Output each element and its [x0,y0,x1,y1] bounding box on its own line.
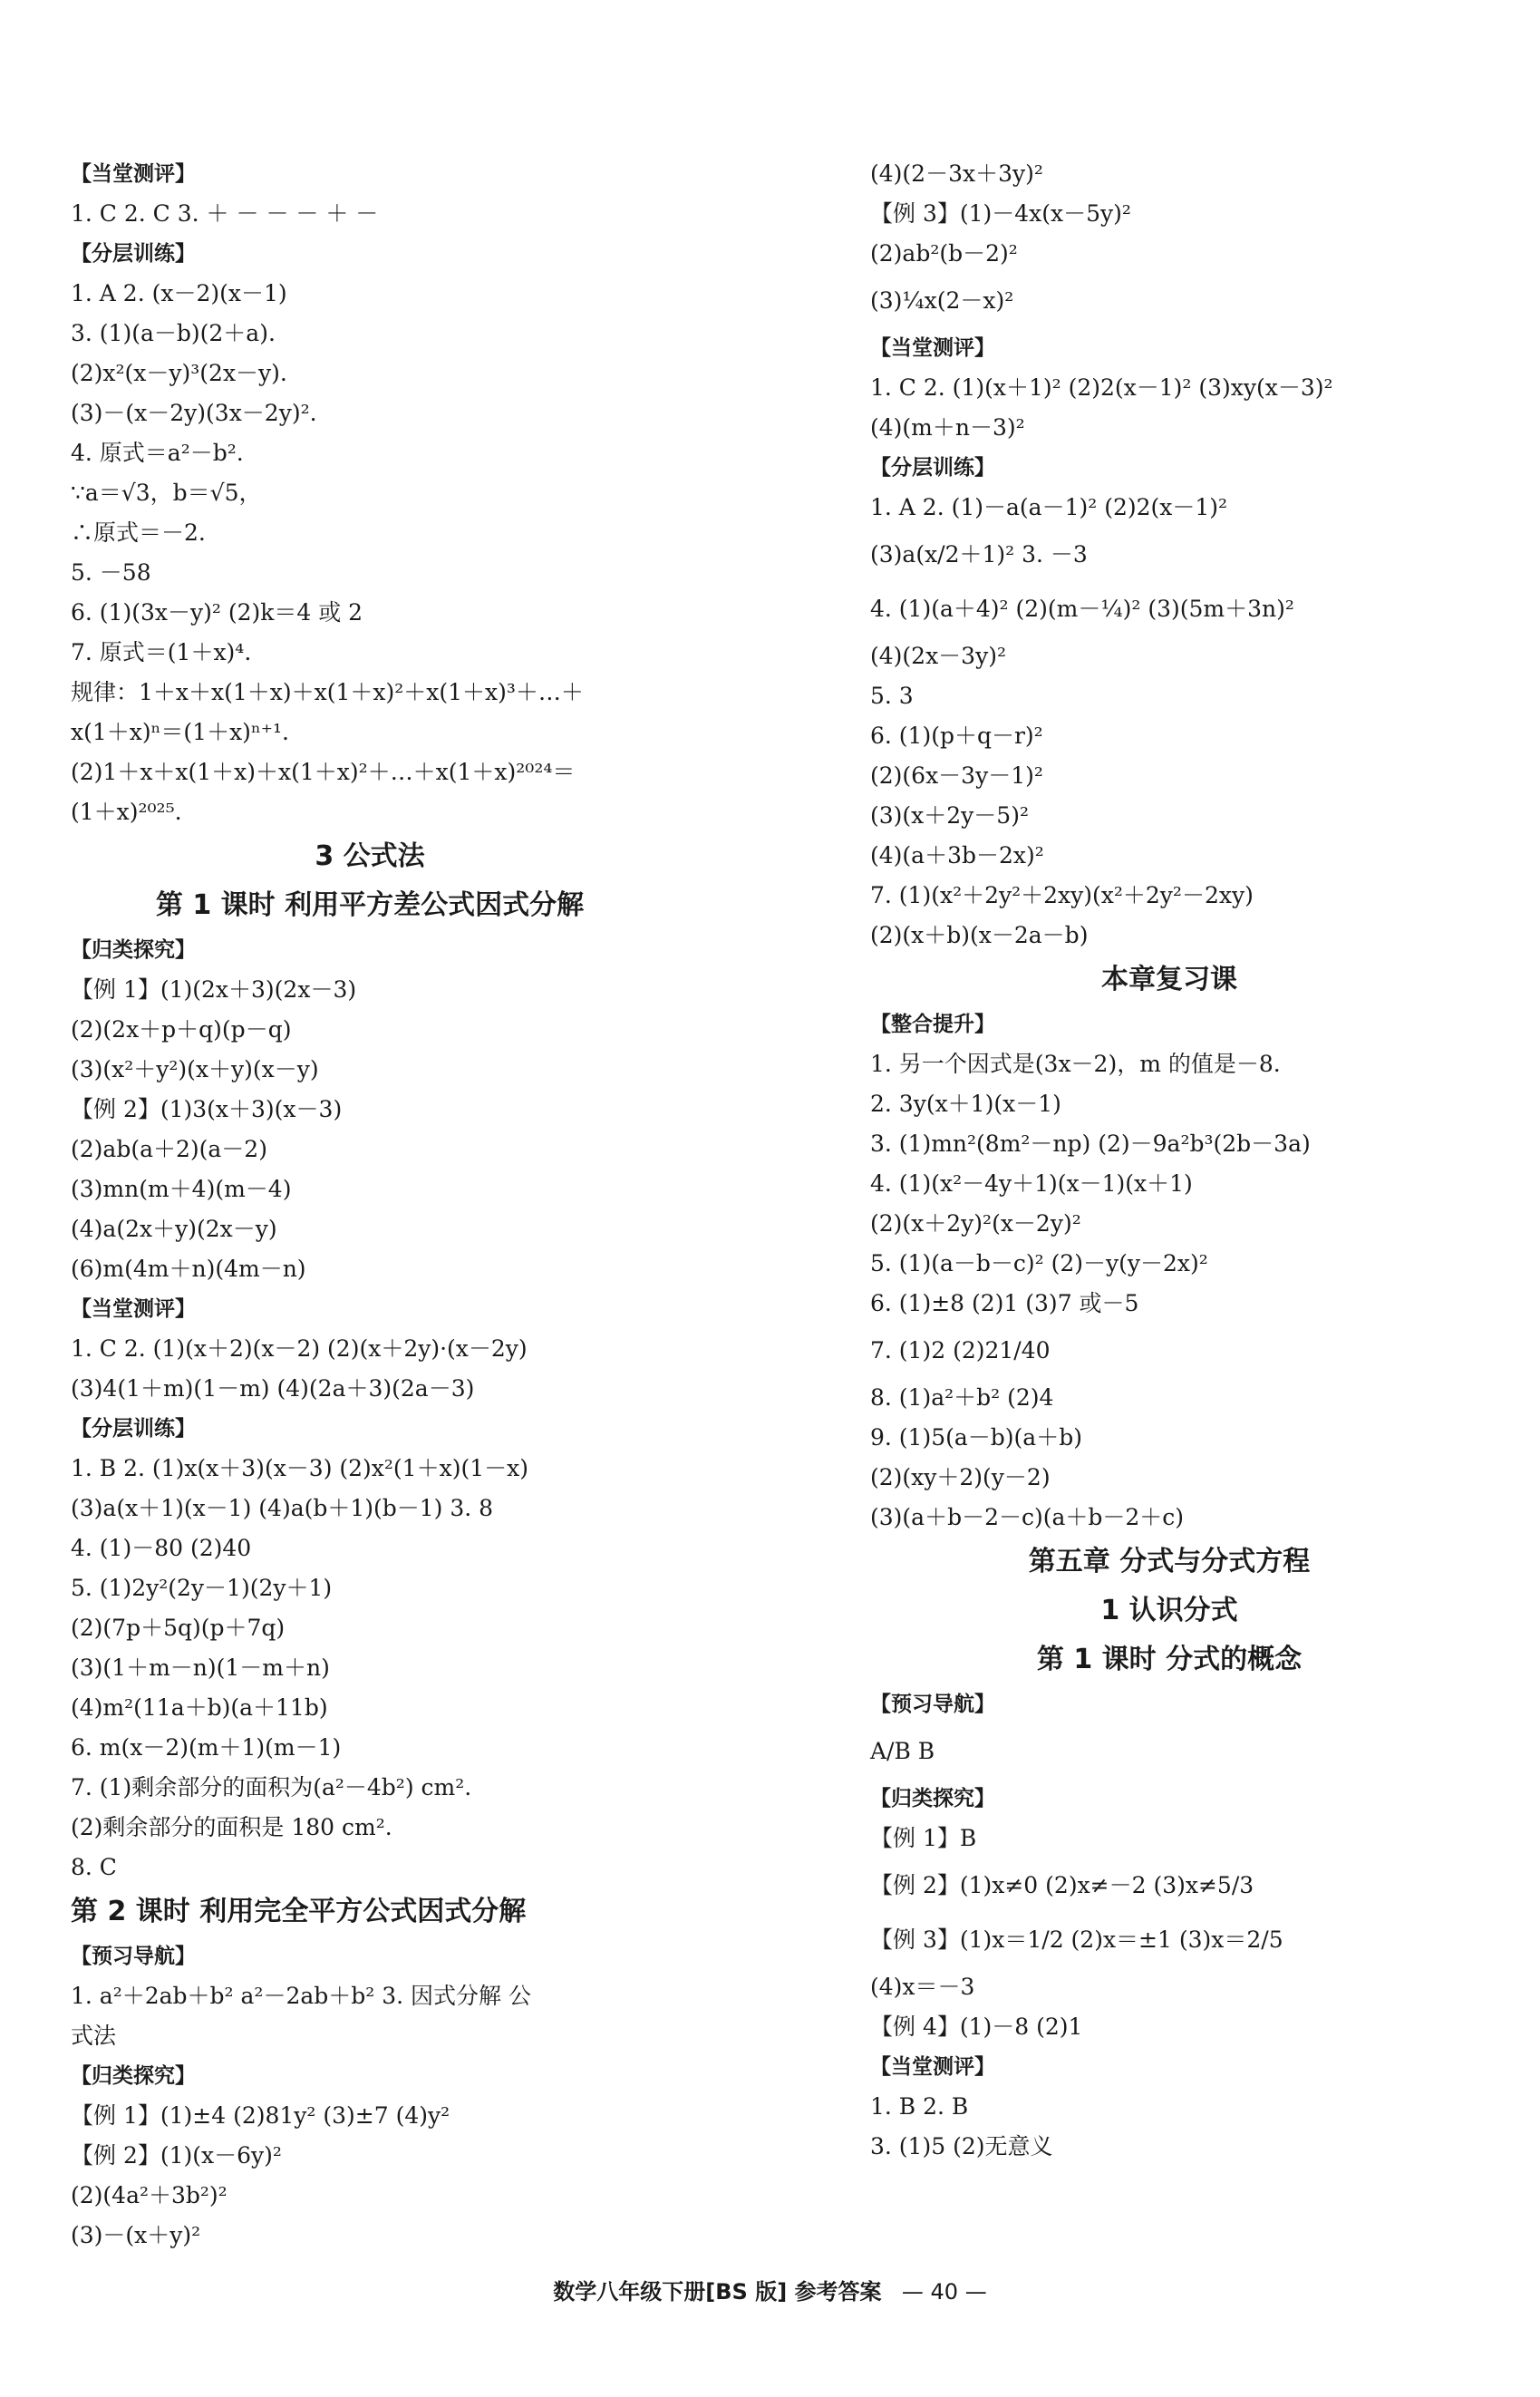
lesson-title: 第 1 课时 利用平方差公式因式分解 [155,889,585,921]
section-heading: 【分层训练】 [870,456,995,480]
answer-line: 8. (1)a²＋b² (2)4 [870,1384,1054,1411]
answer-line: x(1＋x)ⁿ＝(1＋x)ⁿ⁺¹. [71,719,289,745]
answer-line: (4)a(2x＋y)(2x－y) [71,1216,277,1242]
answer-line: (3)－(x＋y)² [71,2222,201,2248]
section-heading: 【当堂测评】 [870,336,995,360]
answer-line: (1＋x)²⁰²⁵. [71,799,182,825]
answer-line: 3. (1)(a－b)(2＋a). [71,320,276,346]
answer-line: 4. (1)(a＋4)² (2)(m－¼)² (3)(5m＋3n)² [870,596,1294,622]
answer-line: 1. B 2. B [870,2093,969,2120]
answer-line: 6. m(x－2)(m＋1)(m－1) [71,1734,342,1761]
answer-line: ∴原式＝－2. [71,519,206,546]
answer-line: 1. 另一个因式是(3x－2)，m 的值是－8. [870,1051,1281,1077]
answer-line: 6. (1)±8 (2)1 (3)7 或－5 [870,1290,1139,1316]
answer-line: (3)(x＋2y－5)² [870,802,1029,829]
answer-line: 5. (1)(a－b－c)² (2)－y(y－2x)² [870,1250,1208,1276]
answer-line: (2)(xy＋2)(y－2) [870,1464,1051,1490]
answer-line: (3)(x²＋y²)(x＋y)(x－y) [71,1056,319,1082]
answer-line: 1. A 2. (1)－a(a－1)² (2)2(x－1)² [870,494,1228,520]
answer-line: 1. B 2. (1)x(x＋3)(x－3) (2)x²(1＋x)(1－x) [71,1455,528,1481]
answer-line: 4. (1)(x²－4y＋1)(x－1)(x＋1) [870,1170,1193,1197]
section-heading: 【归类探究】 [71,938,196,962]
answer-line: 【例 2】(1)(x－6y)² [71,2142,282,2169]
answer-line: (2)(x＋2y)²(x－2y)² [870,1210,1081,1237]
answer-line: (2)x²(x－y)³(2x－y). [71,360,287,386]
left-column [71,154,669,2256]
answer-line: 1. a²＋2ab＋b² a²－2ab＋b² 3. 因式分解 公 [71,1983,531,2009]
lesson-title: 1 认识分式 [1100,1595,1238,1626]
answer-line: 8. C [71,1854,117,1880]
answer-line: (2)1＋x＋x(1＋x)＋x(1＋x)²＋…＋x(1＋x)²⁰²⁴＝ [71,759,576,785]
answer-line: 6. (1)(p＋q－r)² [870,723,1043,749]
answer-line: 【例 1】B [870,1825,977,1851]
answer-line: (3)¼x(2－x)² [870,287,1014,314]
answer-line: 【例 1】(1)(2x＋3)(2x－3) [71,976,357,1003]
answer-line: A/B B [870,1738,935,1764]
answer-line: (2)(4a²＋3b²)² [71,2182,228,2208]
lesson-title: 第 2 课时 利用完全平方公式因式分解 [71,1896,527,1927]
lesson-title: 第五章 分式与分式方程 [1028,1546,1311,1577]
answer-line: (2)剩余部分的面积是 180 cm². [71,1814,392,1840]
lesson-title: 第 1 课时 分式的概念 [1036,1644,1303,1675]
answer-line: 1. C 2. C 3. ＋ － － － ＋ － [71,200,379,227]
answer-line: (3)－(x－2y)(3x－2y)². [71,400,317,426]
answer-line: 3. (1)5 (2)无意义 [870,2133,1053,2159]
answer-line: 4. (1)－80 (2)40 [71,1535,252,1561]
answer-line: (3)(1＋m－n)(1－m＋n) [71,1655,330,1681]
answer-line: 式法 [71,2023,117,2049]
answer-line: 7. 原式＝(1＋x)⁴. [71,639,252,665]
answer-line: ∵a＝√3，b＝√5， [71,480,262,506]
answer-line: 【例 2】(1)x≠0 (2)x≠－2 (3)x≠5/3 [870,1872,1254,1898]
answer-line: (2)ab(a＋2)(a－2) [71,1136,267,1162]
answer-line: 5. －58 [71,559,151,586]
answer-line: (2)(x＋b)(x－2a－b) [870,922,1089,948]
answer-line: (3)a(x/2＋1)² 3. －3 [870,541,1088,568]
answer-line: (3)a(x＋1)(x－1) (4)a(b＋1)(b－1) 3. 8 [71,1495,494,1521]
answer-line: (2)(6x－3y－1)² [870,762,1043,789]
right-column [870,154,1468,2167]
lesson-title: 本章复习课 [1101,964,1237,995]
answer-line: 1. C 2. (1)(x＋1)² (2)2(x－1)² (3)xy(x－3)² [870,374,1333,401]
section-heading: 【整合提升】 [870,1013,995,1036]
answer-line: 6. (1)(3x－y)² (2)k＝4 或 2 [71,599,363,626]
answer-line: (3)4(1＋m)(1－m) (4)(2a＋3)(2a－3) [71,1375,475,1402]
answer-line: 1. A 2. (x－2)(x－1) [71,280,287,306]
answer-line: 【例 1】(1)±4 (2)81y² (3)±7 (4)y² [71,2102,450,2129]
lesson-title: 3 公式法 [315,840,425,872]
section-heading: 【分层训练】 [71,1417,196,1441]
answer-line: 1. C 2. (1)(x＋2)(x－2) (2)(x＋2y)·(x－2y) [71,1335,528,1362]
section-heading: 【分层训练】 [71,242,196,266]
answer-line: (2)(2x＋p＋q)(p－q) [71,1016,292,1043]
answer-line: 7. (1)(x²＋2y²＋2xy)(x²＋2y²－2xy) [870,882,1254,908]
answer-line: (4)(2－3x＋3y)² [870,160,1043,187]
section-heading: 【当堂测评】 [870,2055,995,2079]
section-heading: 【归类探究】 [870,1787,995,1810]
answer-line: 【例 4】(1)－8 (2)1 [870,2014,1083,2040]
answer-line: (4)(a＋3b－2x)² [870,842,1044,869]
page-footer [0,2274,1540,2305]
answer-line: (4)(2x－3y)² [870,643,1006,669]
answer-line: 5. 3 [870,683,914,709]
footer-title: 数学八年级下册[BS 版] 参考答案 [553,2279,882,2305]
answer-line: (3)mn(m＋4)(m－4) [71,1176,292,1202]
answer-line: (4)(m＋n－3)² [870,414,1025,441]
answer-line: 3. (1)mn²(8m²－np) (2)－9a²b³(2b－3a) [870,1131,1311,1157]
page-number: — 40 — [901,2279,987,2305]
answer-line: 【例 2】(1)3(x＋3)(x－3) [71,1096,343,1122]
answer-line: (4)x＝－3 [870,1974,975,2000]
answer-line: (2)(7p＋5q)(p＋7q) [71,1615,286,1641]
section-heading: 【预习导航】 [71,1945,196,1968]
section-heading: 【当堂测评】 [71,162,196,186]
answer-line: 4. 原式＝a²－b². [71,440,244,466]
section-heading: 【预习导航】 [870,1693,995,1716]
section-heading: 【归类探究】 [71,2064,196,2088]
section-heading: 【当堂测评】 [71,1297,196,1321]
answer-line: 7. (1)剩余部分的面积为(a²－4b²) cm². [71,1774,472,1800]
answer-line: 规律：1＋x＋x(1＋x)＋x(1＋x)²＋x(1＋x)³＋…＋ [71,679,584,705]
answer-line: 9. (1)5(a－b)(a＋b) [870,1424,1082,1451]
answer-line: 7. (1)2 (2)21/40 [870,1337,1051,1363]
answer-line: (4)m²(11a＋b)(a＋11b) [71,1694,328,1721]
answer-line: (6)m(4m＋n)(4m－n) [71,1256,306,1282]
answer-line: 【例 3】(1)x＝1/2 (2)x＝±1 (3)x＝2/5 [870,1926,1283,1953]
answer-line: (3)(a＋b－2－c)(a＋b－2＋c) [870,1504,1185,1530]
answer-line: (2)ab²(b－2)² [870,240,1018,267]
answer-line: 2. 3y(x＋1)(x－1) [870,1091,1061,1117]
answer-line: 5. (1)2y²(2y－1)(2y＋1) [71,1575,333,1601]
answer-line: 【例 3】(1)－4x(x－5y)² [870,200,1131,227]
